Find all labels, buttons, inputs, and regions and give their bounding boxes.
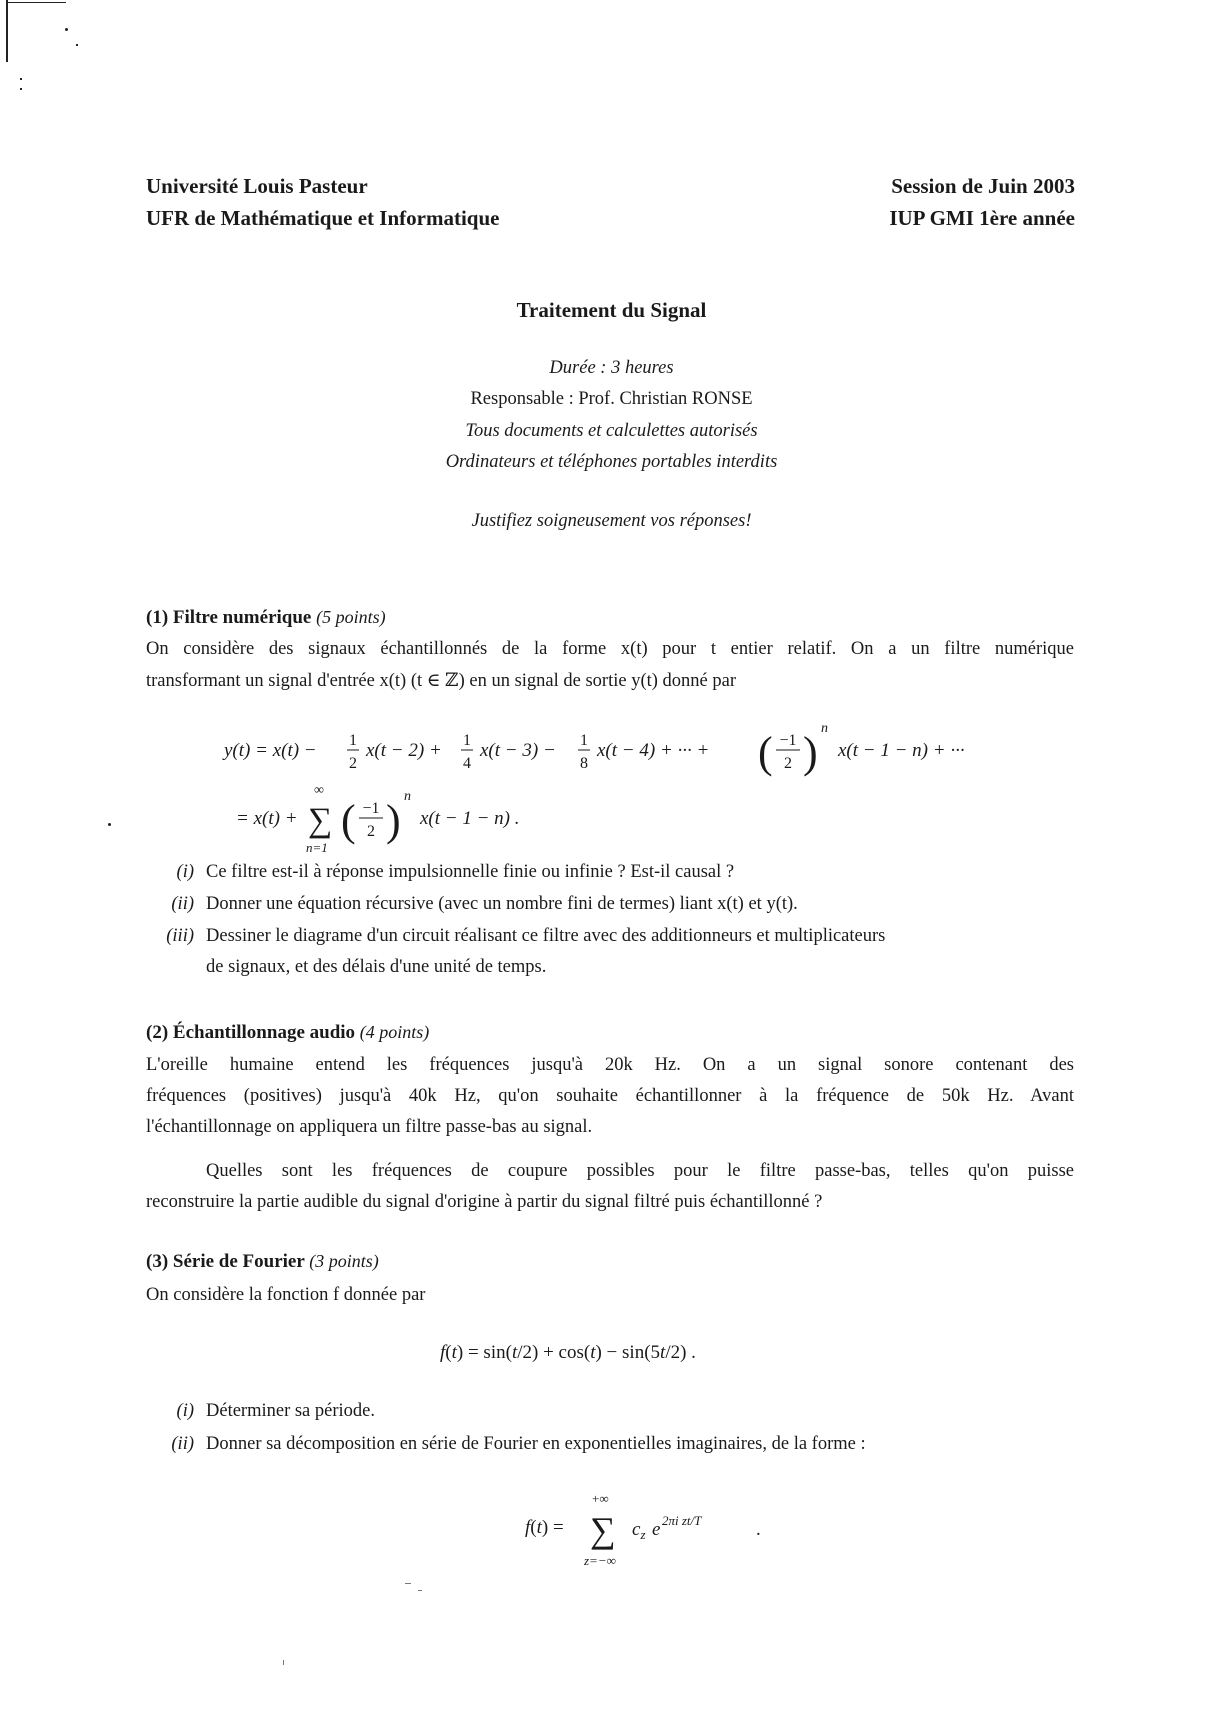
- section-1-item-i: (i) Ce filtre est-il à réponse impulsionnelle finie ou infinie ? Est-il causal ?: [176, 862, 735, 882]
- svg-text:): ): [386, 796, 401, 845]
- section-1-item-iii-cont: de signaux, et des délais d'une unité de temps.: [206, 957, 547, 977]
- svg-text:e: e: [652, 1519, 661, 1540]
- header-left: [146, 170, 499, 234]
- svg-text:4: 4: [463, 755, 471, 772]
- section-3-title: (3) Série de Fourier (3 points): [146, 1251, 379, 1272]
- program-label: IUP GMI 1ère année: [889, 206, 1075, 230]
- svg-text:y(t) = x(t) −: y(t) = x(t) −: [224, 740, 317, 761]
- svg-text:z=−∞: z=−∞: [584, 1553, 616, 1568]
- svg-text:n=1: n=1: [306, 840, 328, 855]
- svg-text:cz: $c_z$: [632, 1519, 646, 1542]
- scan-dot: [76, 44, 78, 46]
- svg-text:n: n: [404, 789, 411, 804]
- section-3-intro: On considère la fonction f donnée par: [146, 1285, 426, 1305]
- fourier-function-equation: [430, 1330, 810, 1370]
- scan-dot: [65, 28, 68, 31]
- section-2-title: (2) Échantillonnage audio (4 points): [146, 1022, 430, 1043]
- scan-dot: [20, 88, 22, 90]
- svg-text:): ): [803, 728, 818, 777]
- filter-equation: [210, 712, 1010, 862]
- section-1-title: (1) Filtre numérique (5 points): [146, 607, 386, 628]
- svg-text:1: 1: [349, 732, 357, 749]
- section-3-item-i: (i) Déterminer sa période.: [176, 1401, 375, 1421]
- svg-text:2: 2: [349, 755, 357, 772]
- scan-speck: [283, 1660, 284, 1665]
- section-2-line-4: Quelles sont les fréquences de coupure possibles pour le filtre passe-bas, telles qu'on puisse: [206, 1161, 1074, 1181]
- scan-speck: [405, 1583, 411, 1584]
- svg-text:2πi zt/T: 2πi zt/T: [662, 1513, 702, 1528]
- svg-text:n: n: [821, 721, 828, 736]
- documents-allowed: Tous documents et calculettes autorisés: [465, 421, 758, 441]
- scan-mark-top-border: [6, 2, 66, 3]
- section-1-intro-line-2: transformant un signal d'entrée x(t) (t ∈ ℤ) en un signal de sortie y(t) donné par: [146, 671, 736, 691]
- svg-text:x(t − 1 − n) .: x(t − 1 − n) .: [420, 808, 520, 829]
- devices-forbidden: Ordinateurs et téléphones portables interdits: [445, 452, 778, 472]
- section-1-intro-line-1: On considère des signaux échantillonnés de la forme x(t) pour t entier relatif. On a un filtre numérique: [146, 639, 1074, 659]
- svg-text:1: 1: [463, 732, 471, 749]
- university-name: Université Louis Pasteur: [146, 174, 368, 198]
- svg-text:x(t − 3) −: x(t − 3) −: [480, 740, 556, 761]
- svg-text:x(t − 4) + ··· +: x(t − 4) + ··· +: [597, 740, 710, 761]
- section-3-item-ii: (ii) Donner sa décomposition en série de Fourier en exponentielles imaginaires, de la forme :: [171, 1434, 866, 1454]
- header-right: [889, 170, 1075, 234]
- svg-text:2: 2: [784, 755, 792, 772]
- duration: Durée : 3 heures: [549, 358, 674, 378]
- svg-text:f(t) = sin(t/2) + cos(t) − sin: f(t) = sin(t/2) + cos(t) − sin(5t/2) .: [440, 1342, 696, 1363]
- svg-text:(: (: [758, 728, 773, 777]
- section-1-item-ii: (ii) Donner une équation récursive (avec un nombre fini de termes) liant x(t) et y(t).: [171, 894, 798, 914]
- svg-text:.: .: [756, 1519, 761, 1540]
- section-2-line-1: L'oreille humaine entend les fréquences jusqu'à 20k Hz. On a un signal sonore contenant des: [146, 1055, 1074, 1075]
- svg-text:x(t − 2) +: x(t − 2) +: [366, 740, 442, 761]
- responsible: Responsable : Prof. Christian RONSE: [470, 389, 753, 409]
- svg-text:∞: ∞: [314, 783, 324, 798]
- instruction: Justifiez soigneusement vos réponses!: [471, 511, 752, 531]
- svg-text:∑: ∑: [308, 802, 333, 839]
- svg-text:2: 2: [367, 823, 375, 840]
- scan-mark-left-border: [6, 0, 8, 62]
- svg-text:= x(t) +: = x(t) +: [236, 808, 298, 829]
- scan-dot: [108, 823, 111, 826]
- svg-text:∑: ∑: [590, 1510, 616, 1550]
- scan-dot: [20, 78, 22, 80]
- section-2-line-2: fréquences (positives) jusqu'à 40k Hz, qu'on souhaite échantillonner à la fréquence de 50k Hz. Avant: [146, 1086, 1074, 1106]
- svg-text:x(t − 1 − n) + ···: x(t − 1 − n) + ···: [838, 740, 965, 761]
- svg-text:−1: −1: [779, 732, 797, 749]
- svg-text:+∞: +∞: [592, 1491, 609, 1506]
- svg-text:−1: −1: [362, 800, 380, 817]
- section-2-line-3: l'échantillonnage on appliquera un filtre passe-bas au signal.: [146, 1117, 593, 1137]
- fourier-series-equation: [520, 1485, 780, 1575]
- svg-text:(: (: [341, 796, 356, 845]
- exam-title: Traitement du Signal: [516, 298, 707, 322]
- ufr-name: UFR de Mathématique et Informatique: [146, 206, 500, 230]
- session-label: Session de Juin 2003: [891, 174, 1075, 198]
- svg-text:1: 1: [580, 732, 588, 749]
- section-2-line-5: reconstruire la partie audible du signal d'origine à partir du signal filtré puis échantillonné ?: [146, 1192, 823, 1212]
- svg-text:8: 8: [580, 755, 588, 772]
- section-1-item-iii: (iii) Dessiner le diagrame d'un circuit réalisant ce filtre avec des additionneurs et multiplicateurs: [166, 926, 886, 946]
- scan-speck: [418, 1590, 422, 1591]
- svg-text:f(t) =: f(t) =: [525, 1517, 564, 1538]
